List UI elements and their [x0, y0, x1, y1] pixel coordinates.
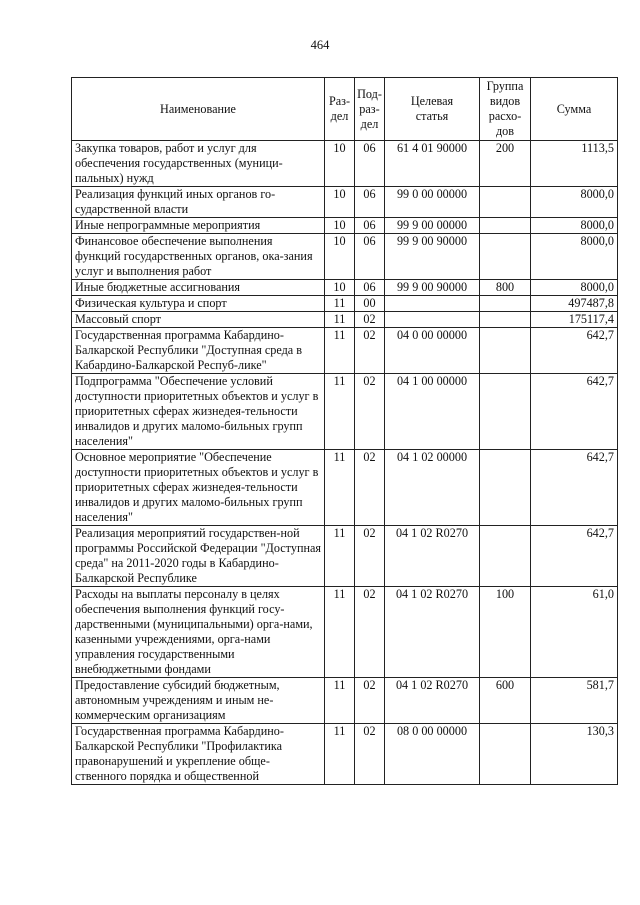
cell-podrazdel: 00 [355, 296, 385, 312]
cell-sum: 642,7 [531, 328, 618, 374]
cell-group [480, 234, 531, 280]
cell-name: Закупка товаров, работ и услуг для обеспечения государственных (муници-пальных) нужд [72, 141, 325, 187]
cell-sum: 8000,0 [531, 280, 618, 296]
cell-name: Финансовое обеспечение выполнения функций государственных органов, ока-зания услуг и выполнения работ [72, 234, 325, 280]
table-row [72, 296, 618, 312]
cell-razdel: 11 [325, 328, 355, 374]
table-row [72, 724, 618, 785]
table-row [72, 312, 618, 328]
cell-article [385, 296, 480, 312]
cell-podrazdel: 02 [355, 724, 385, 785]
cell-group: 200 [480, 141, 531, 187]
table-row [72, 234, 618, 280]
cell-group [480, 724, 531, 785]
cell-sum: 175117,4 [531, 312, 618, 328]
table-body [72, 141, 618, 785]
cell-name: Расходы на выплаты персоналу в целях обеспечения выполнения функций госу-дарственными (муниципальными) орга-нами, казенными учреждениями, орга-нами управления государственными внебюджетными фондами [72, 587, 325, 678]
cell-podrazdel: 06 [355, 218, 385, 234]
cell-razdel: 11 [325, 724, 355, 785]
cell-name: Реализация мероприятий государствен-ной программы Российской Федерации "Доступная среда" на 2011-2020 годы в Кабардино-Балкарской Республике [72, 526, 325, 587]
cell-razdel: 11 [325, 312, 355, 328]
cell-podrazdel: 06 [355, 234, 385, 280]
cell-article: 99 0 00 00000 [385, 187, 480, 218]
cell-sum: 8000,0 [531, 218, 618, 234]
cell-group [480, 312, 531, 328]
table-row [72, 280, 618, 296]
cell-name: Иные непрограммные мероприятия [72, 218, 325, 234]
cell-podrazdel: 06 [355, 141, 385, 187]
header-group: Группа видов расхо- дов [480, 78, 531, 141]
table-row [72, 328, 618, 374]
table-row [72, 141, 618, 187]
cell-group: 600 [480, 678, 531, 724]
cell-sum: 642,7 [531, 374, 618, 450]
cell-razdel: 10 [325, 187, 355, 218]
table-row [72, 450, 618, 526]
page-number: 464 [310, 38, 330, 52]
table-row [72, 526, 618, 587]
cell-article: 99 9 00 90000 [385, 234, 480, 280]
cell-article [385, 312, 480, 328]
cell-article: 04 1 02 R0270 [385, 587, 480, 678]
cell-razdel: 11 [325, 296, 355, 312]
cell-razdel: 11 [325, 678, 355, 724]
cell-sum: 61,0 [531, 587, 618, 678]
cell-razdel: 10 [325, 280, 355, 296]
cell-group [480, 328, 531, 374]
cell-article: 99 9 00 00000 [385, 218, 480, 234]
cell-group [480, 526, 531, 587]
cell-razdel: 10 [325, 218, 355, 234]
cell-podrazdel: 02 [355, 312, 385, 328]
table-row [72, 587, 618, 678]
cell-razdel: 10 [325, 141, 355, 187]
header-podrazdel: Под- раз- дел [355, 78, 385, 141]
cell-article: 04 1 02 R0270 [385, 526, 480, 587]
table-row [72, 678, 618, 724]
cell-sum: 8000,0 [531, 187, 618, 218]
cell-group [480, 218, 531, 234]
cell-group: 100 [480, 587, 531, 678]
table-row [72, 374, 618, 450]
cell-sum: 8000,0 [531, 234, 618, 280]
cell-sum: 130,3 [531, 724, 618, 785]
cell-name: Иные бюджетные ассигнования [72, 280, 325, 296]
cell-sum: 497487,8 [531, 296, 618, 312]
cell-podrazdel: 02 [355, 587, 385, 678]
cell-razdel: 10 [325, 234, 355, 280]
cell-sum: 1113,5 [531, 141, 618, 187]
cell-podrazdel: 02 [355, 374, 385, 450]
cell-podrazdel: 02 [355, 678, 385, 724]
cell-sum: 581,7 [531, 678, 618, 724]
cell-article: 04 1 02 R0270 [385, 678, 480, 724]
cell-sum: 642,7 [531, 450, 618, 526]
cell-sum: 642,7 [531, 526, 618, 587]
cell-group [480, 450, 531, 526]
table-row [72, 187, 618, 218]
cell-group: 800 [480, 280, 531, 296]
cell-article: 04 0 00 00000 [385, 328, 480, 374]
cell-group [480, 296, 531, 312]
header-article: Целевая статья [385, 78, 480, 141]
cell-podrazdel: 06 [355, 187, 385, 218]
cell-name: Государственная программа Кабардино-Балкарской Республики "Доступная среда в Кабардино-Балкарской Респуб-лике" [72, 328, 325, 374]
header-razdel: Раз- дел [325, 78, 355, 141]
cell-article: 61 4 01 90000 [385, 141, 480, 187]
cell-name: Государственная программа Кабардино-Балкарской Республики "Профилактика правонарушений и укрепление обще-ственного порядка и общественной [72, 724, 325, 785]
budget-table [71, 77, 618, 785]
cell-razdel: 11 [325, 374, 355, 450]
cell-name: Предоставление субсидий бюджетным, автономным учреждениям и иным не-коммерческим организациям [72, 678, 325, 724]
cell-article: 08 0 00 00000 [385, 724, 480, 785]
header-name: Наименование [72, 78, 325, 141]
cell-name: Реализация функций иных органов го-сударственной власти [72, 187, 325, 218]
cell-name: Физическая культура и спорт [72, 296, 325, 312]
cell-razdel: 11 [325, 450, 355, 526]
cell-podrazdel: 02 [355, 526, 385, 587]
cell-group [480, 374, 531, 450]
cell-razdel: 11 [325, 587, 355, 678]
header-sum: Сумма [531, 78, 618, 141]
cell-name: Массовый спорт [72, 312, 325, 328]
cell-name: Подпрограмма "Обеспечение условий доступности приоритетных объектов и услуг в приоритетных сферах жизнедея-тельности инвалидов и других маломо-бильных групп населения" [72, 374, 325, 450]
cell-name: Основное мероприятие "Обеспечение доступности приоритетных объектов и услуг в приоритетных сферах жизнедея-тельности инвалидов и других маломо-бильных групп населения" [72, 450, 325, 526]
cell-article: 99 9 00 90000 [385, 280, 480, 296]
cell-podrazdel: 02 [355, 328, 385, 374]
cell-podrazdel: 06 [355, 280, 385, 296]
header-row [72, 78, 618, 141]
cell-article: 04 1 00 00000 [385, 374, 480, 450]
cell-group [480, 187, 531, 218]
cell-razdel: 11 [325, 526, 355, 587]
table-row [72, 218, 618, 234]
cell-podrazdel: 02 [355, 450, 385, 526]
cell-article: 04 1 02 00000 [385, 450, 480, 526]
